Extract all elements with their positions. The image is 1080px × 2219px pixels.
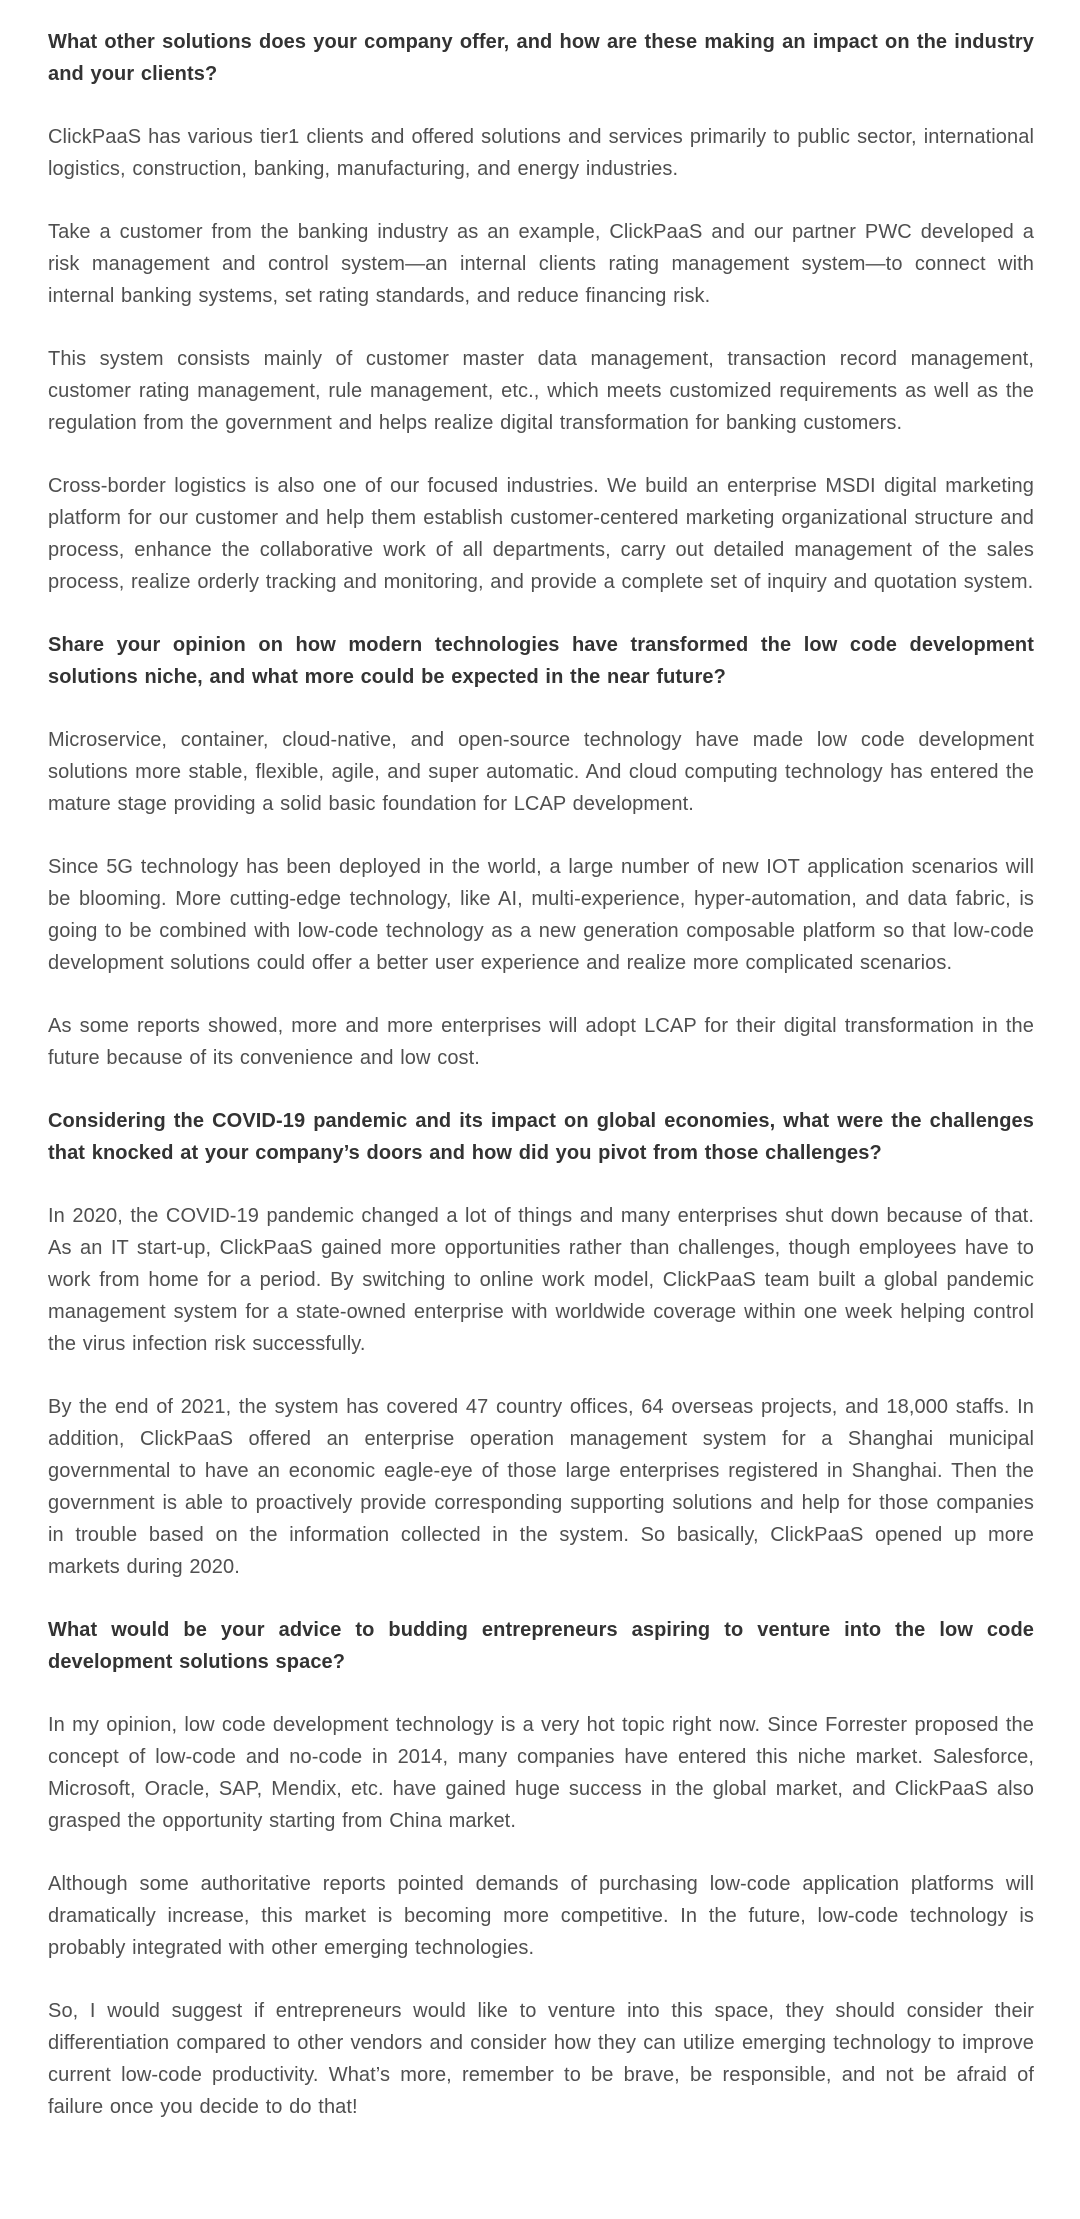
question-heading-3: Considering the COVID-19 pandemic and its impact on global economies, what were the challenges that knocked at your company’s doors and how did you pivot from those challenges? — [48, 1110, 1034, 1164]
answer-paragraph-4: Cross-border logistics is also one of our focused industries. We build an enterprise MSDI digital marketing platform for our customer and help them establish customer-centered marketing organizational structure and process, enhance the collaborative work of all departments, carry out detailed management of the sales process, realize orderly tracking and monitoring, and provide a complete set of inquiry and quotation system. — [48, 475, 1034, 593]
question-heading-1: What other solutions does your company offer, and how are these making an impact on the industry and your clients? — [48, 31, 1034, 85]
answer-paragraph-1: ClickPaaS has various tier1 clients and offered solutions and services primarily to public sector, international logistics, construction, banking, manufacturing, and energy industries. — [48, 126, 1034, 180]
answer-paragraph-2: Take a customer from the banking industry as an example, ClickPaaS and our partner PWC developed a risk management and control system—an internal clients rating management system—to connect with internal banking systems, set rating standards, and reduce financing risk. — [48, 221, 1034, 307]
answer-paragraph-6: Since 5G technology has been deployed in the world, a large number of new IOT application scenarios will be blooming. More cutting-edge technology, like AI, multi-experience, hyper-automation, and data fabric, is going to be combined with low-code technology as a new generation composable platform so that low-code development solutions could offer a better user experience and realize more complicated scenarios. — [48, 856, 1034, 974]
answer-paragraph-10: In my opinion, low code development technology is a very hot topic right now. Since Forrester proposed the concept of low-code and no-code in 2014, many companies have entered this niche market. Salesforce, Microsoft, Oracle, SAP, Mendix, etc. have gained huge success in the global market, and ClickPaaS also grasped the opportunity starting from China market. — [48, 1714, 1034, 1832]
question-heading-2: Share your opinion on how modern technologies have transformed the low code development solutions niche, and what more could be expected in the near future? — [48, 634, 1034, 688]
answer-paragraph-5: Microservice, container, cloud-native, and open-source technology have made low code development solutions more stable, flexible, agile, and super automatic. And cloud computing technology has entered the mature stage providing a solid basic foundation for LCAP development. — [48, 729, 1034, 815]
answer-paragraph-12: So, I would suggest if entrepreneurs would like to venture into this space, they should consider their differentiation compared to other vendors and consider how they can utilize emerging technology to improve current low-code productivity. What’s more, remember to be brave, be responsible, and not be afraid of failure once you decide to do that! — [48, 2000, 1034, 2118]
question-heading-4: What would be your advice to budding entrepreneurs aspiring to venture into the low code development solutions space? — [48, 1619, 1034, 1673]
answer-paragraph-8: In 2020, the COVID-19 pandemic changed a lot of things and many enterprises shut down because of that. As an IT start-up, ClickPaaS gained more opportunities rather than challenges, though employees have to work from home for a period. By switching to online work model, ClickPaaS team built a global pandemic management system for a state-owned enterprise with worldwide coverage within one week helping control the virus infection risk successfully. — [48, 1205, 1034, 1355]
answer-paragraph-3: This system consists mainly of customer master data management, transaction record management, customer rating management, rule management, etc., which meets customized requirements as well as the regulation from the government and helps realize digital transformation for banking customers. — [48, 348, 1034, 434]
answer-paragraph-7: As some reports showed, more and more enterprises will adopt LCAP for their digital transformation in the future because of its convenience and low cost. — [48, 1015, 1034, 1069]
answer-paragraph-11: Although some authoritative reports pointed demands of purchasing low-code application platforms will dramatically increase, this market is becoming more competitive. In the future, low-code technology is probably integrated with other emerging technologies. — [48, 1873, 1034, 1959]
answer-paragraph-9: By the end of 2021, the system has covered 47 country offices, 64 overseas projects, and 18,000 staffs. In addition, ClickPaaS offered an enterprise operation management system for a Shanghai municipal governmental to have an economic eagle-eye of those large enterprises registered in Shanghai. Then the government is able to proactively provide corresponding supporting solutions and help for those companies in trouble based on the information collected in the system. So basically, ClickPaaS opened up more markets during 2020. — [48, 1396, 1034, 1578]
